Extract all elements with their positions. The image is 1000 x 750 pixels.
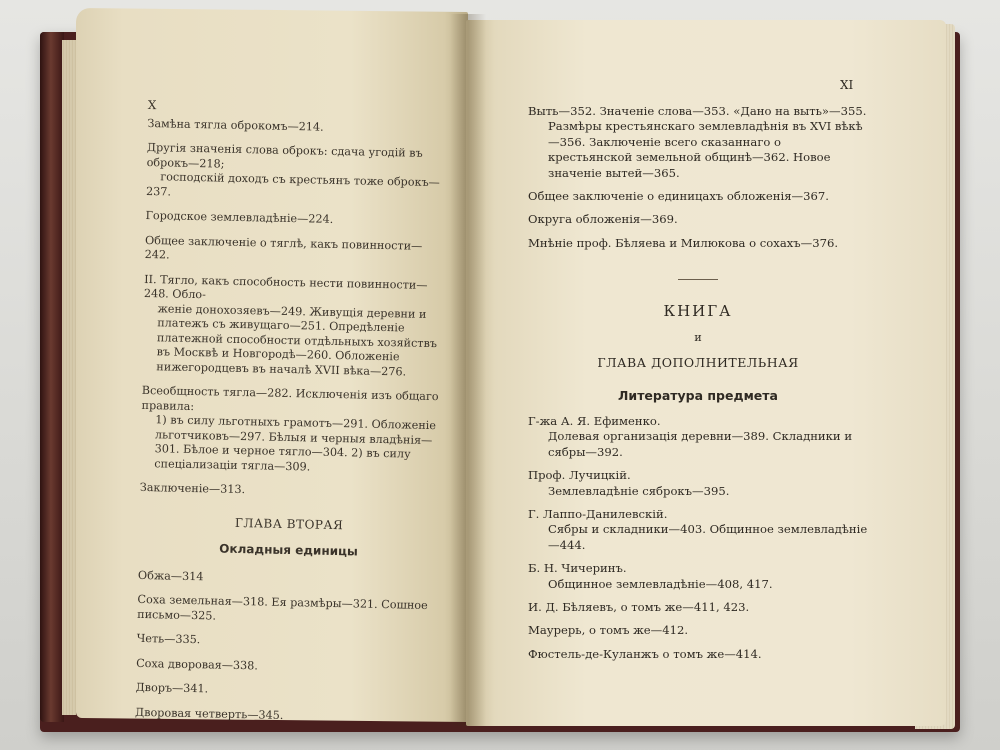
- toc-entry: Четь—335.: [136, 631, 201, 647]
- left-page-content: [135, 98, 448, 736]
- left-page-edges: [62, 40, 76, 715]
- chapter-heading: ГЛАВА ВТОРАЯ: [234, 515, 344, 532]
- toc-entry: Соха дворовая—338.: [136, 656, 259, 672]
- toc-entry: II. Тягло, какъ способность нести повинности—248. Обло- женіе донохозяевъ—249. Живущія деревни и платежъ съ живущаго—251. Опредѣленіе платежной способности отдѣльныхъ хозяйствъ въ Москвѣ и Новгородѣ—260. Обложеніе нижегородцевъ въ началѣ XVII вѣка—276.: [143, 272, 438, 378]
- toc-entry: Другія значенія слова оброкъ: сдача угодій въ оброкъ—218; господскій доходъ съ крестьянъ тоже оброкъ—237.: [145, 140, 440, 199]
- toc-entry: Округа обложенія—369.: [528, 212, 678, 227]
- toc-entry: Мнѣніе проф. Бѣляева и Милюкова о сохахъ—376.: [528, 235, 839, 250]
- chapter-subheading: Окладныя единицы: [219, 541, 359, 559]
- right-page-body: [528, 104, 868, 670]
- toc-entry: Заключеніе—313.: [139, 480, 246, 497]
- toc-entry: Дворъ—341.: [135, 680, 209, 696]
- literature-entry: Б. Н. Чичеринъ. Общинное землевладѣніе—408, 417.: [528, 561, 773, 591]
- toc-entry: Общее заключеніе о тяглѣ, какъ повинности—242.: [144, 233, 423, 262]
- literature-entry: И. Д. Бѣляевъ, о томъ же—411, 423.: [528, 599, 750, 614]
- toc-entry: Дворовая четверть—345.: [135, 705, 284, 722]
- literature-entry: Маурерь, о томъ же—412.: [528, 623, 689, 638]
- toc-entry: Замѣна тягла оброкомъ—214.: [147, 116, 324, 134]
- chapter-heading: ГЛАВА ДОПОЛНИТЕЛЬНАЯ: [597, 355, 799, 371]
- literature-entry: Фюстель-де-Куланжъ о томъ же—414.: [528, 646, 762, 661]
- left-page-number: X: [147, 98, 157, 113]
- toc-entry: Соха земельная—318. Ея размѣры—321. Сошное письмо—325.: [137, 592, 428, 623]
- toc-entry: Обжа—314: [137, 568, 204, 583]
- book-heading: КНИГА: [663, 302, 733, 321]
- literature-entry: Проф. Лучицкій. Землевладѣніе сяброкъ—395.: [528, 468, 730, 498]
- section-divider: [678, 279, 718, 280]
- toc-entry: Общее заключеніе о единицахъ обложенія—367.: [528, 189, 829, 204]
- toc-entry: Городское землевладѣніе—224.: [145, 208, 334, 226]
- toc-entry: Выть—352. Значеніе слова—353. «Дано на выть»—355. Размѣры крестьянскаго землевладѣнія въ XVI вѣкѣ—356. Заключеніе всего сказаннаго о крестьянской земельной общинѣ—362. Новое значеніе вытей—365.: [528, 104, 867, 180]
- heading-conjunction: и: [694, 330, 702, 344]
- right-page-number: XI: [840, 78, 854, 92]
- literature-heading: Литература предмета: [618, 388, 778, 404]
- toc-entry: Всеобщность тягла—282. Исключенія изъ общаго правила: 1) въ силу льготныхъ грамотъ—291. Обложеніе льготчиковъ—297. Бѣлыя и черныя владѣнія—301. Бѣлое и черное тягло—304. 2) въ силу спеціализаціи тягла—309.: [141, 383, 439, 473]
- book-spine: [40, 32, 64, 722]
- literature-entry: Г. Лаппо-Данилевскій. Сябры и складники—403. Общинное землевладѣніе—444.: [528, 506, 868, 552]
- book-gutter: [450, 14, 486, 726]
- literature-entry: Г-жа А. Я. Ефименко. Долевая организація деревни—389. Складники и сябры—392.: [528, 413, 853, 459]
